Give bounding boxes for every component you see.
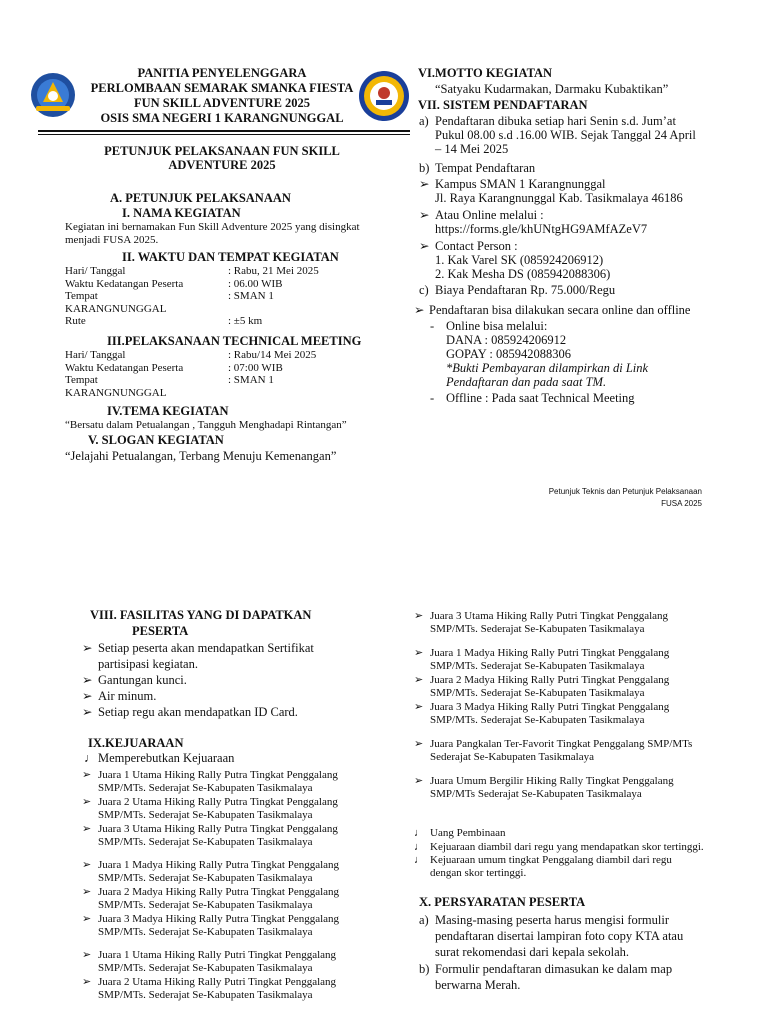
list-item-line: Juara 2 Utama Hiking Rally Putra Tingkat Penggalang	[98, 796, 338, 808]
list-item	[82, 886, 382, 911]
arrow-bullet-icon: ➢	[82, 886, 92, 898]
list-item-line: Kejuaraan diambil dari regu yang mendapatkan skor tertinggi.	[430, 840, 704, 853]
list-item-line: SMP/MTs. Sederajat Se-Kabupaten Tasikmalaya	[98, 988, 313, 1001]
arrow-bullet-icon: ➢	[419, 177, 430, 191]
list-item	[419, 208, 719, 236]
info-value: : SMAN 1	[228, 374, 274, 386]
document-title-line-1: PETUNJUK PELAKSANAAN FUN SKILL	[104, 144, 340, 158]
info-row	[65, 374, 410, 387]
list-item	[414, 647, 734, 672]
payment-block	[414, 303, 734, 405]
section-8-heading-line: PESERTA	[132, 624, 189, 638]
list-item-line: Juara 1 Utama Hiking Rally Putra Tingkat Penggalang	[98, 769, 338, 781]
list-item	[419, 177, 719, 205]
arrow-bullet-icon: ➢	[82, 705, 93, 719]
info-row	[65, 349, 410, 362]
list-item	[414, 827, 734, 840]
list-item-line: Juara 2 Madya Hiking Rally Putri Tingkat Penggalang	[430, 674, 670, 686]
arrow-bullet-icon: ➢	[82, 976, 92, 988]
list-item-line: Masing-masing peserta harus mengisi formulir	[435, 913, 669, 927]
info-label: Rute	[65, 315, 86, 327]
registration-a-line: Pendaftaran dibuka setiap hari Senin s.d. Jum’at	[435, 114, 676, 128]
list-item-line: surat rekomendasi dari kepala sekolah.	[435, 945, 630, 959]
info-label: Tempat	[65, 374, 98, 386]
list-item	[419, 961, 739, 993]
section-7-heading: VII. SISTEM PENDAFTARAN	[418, 98, 588, 112]
list-item-line: partisipasi kegiatan.	[98, 657, 198, 671]
arrow-bullet-icon: ➢	[414, 610, 424, 622]
list-item	[82, 769, 382, 794]
list-item-line: SMP/MTs. Sederajat Se-Kabupaten Tasikmalaya	[98, 898, 313, 911]
arrow-bullet-icon: ➢	[82, 796, 92, 808]
list-item-line: SMP/MTs. Sederajat Se-Kabupaten Tasikmalaya	[98, 835, 313, 848]
list-item-line: Atau Online melalui :	[435, 208, 544, 222]
info-row	[65, 362, 410, 375]
info-row	[65, 315, 410, 328]
document-title-line-2: ADVENTURE 2025	[168, 158, 276, 172]
dash-bullet: -	[430, 391, 435, 405]
online-offline-text: Pendaftaran bisa dilakukan secara online dan offline	[429, 303, 691, 317]
arrow-bullet-icon: ➢	[82, 769, 92, 781]
info-row	[65, 278, 410, 291]
list-item-line: Kejuaraan umum tingkat Penggalang diambil dari regu	[430, 854, 672, 866]
list-item	[82, 640, 382, 672]
info-label: Waktu Kedatangan Peserta	[65, 277, 184, 290]
list-item-line: SMP/MTs. Sederajat Se-Kabupaten Tasikmalaya	[430, 713, 645, 726]
section-9-heading: IX.KEJUARAAN	[88, 736, 184, 750]
registration-a-line: – 14 Mei 2025	[435, 142, 509, 156]
list-item-line: SMP/MTs. Sederajat Se-Kabupaten Tasikmalaya	[98, 961, 313, 974]
list-item-line: Juara 3 Madya Hiking Rally Putra Tingkat Penggalang	[98, 913, 340, 925]
section-4-text: “Bersatu dalam Petualangan , Tangguh Menghadapi Rintangan”	[65, 419, 347, 431]
arrow-bullet-icon: ➢	[419, 239, 430, 253]
info-row	[65, 290, 410, 303]
list-item	[414, 854, 734, 879]
contact-person: 1. Kak Varel SK (085924206912)	[435, 253, 604, 267]
list-item-line: Setiap peserta akan mendapatkan Sertifikat	[98, 641, 314, 655]
list-item-line: Juara 1 Madya Hiking Rally Putri Tingkat Penggalang	[430, 647, 670, 659]
note-bullet-icon: ♩	[414, 840, 425, 853]
arrow-bullet-icon: ➢	[82, 859, 92, 871]
list-item	[82, 913, 382, 938]
info-label: KARANGNUNGGAL	[65, 302, 167, 315]
payment-note-line: *Bukti Pembayaran dilampirkan di Link	[446, 361, 649, 375]
document-page-2	[0, 590, 768, 1024]
info-value: : 07:00 WIB	[228, 361, 283, 374]
info-value: : Rabu, 21 Mei 2025	[228, 265, 319, 277]
arrow-bullet-icon: ➢	[414, 303, 425, 317]
page-footer	[549, 486, 702, 510]
list-marker: b)	[419, 161, 430, 175]
page-gap	[0, 540, 768, 590]
section-5-heading: V. SLOGAN KEGIATAN	[88, 433, 224, 447]
document-title	[72, 144, 372, 172]
list-item-line: Contact Person :	[435, 239, 518, 253]
list-item	[82, 672, 382, 688]
section-8-heading-line: VIII. FASILITAS YANG DI DAPATKAN	[90, 608, 312, 622]
facility-list	[82, 640, 382, 720]
info-label: KARANGNUNGGAL	[65, 386, 167, 399]
list-item	[414, 610, 734, 635]
list-item	[82, 688, 382, 704]
list-item-line: pendaftaran disertai lampiran foto copy KTA atau	[435, 929, 684, 943]
championship-intro	[84, 751, 234, 765]
championship-list-right	[414, 608, 734, 800]
contact-person: 2. Kak Mesha DS (085942088306)	[435, 267, 611, 281]
info-value: : 06.00 WIB	[228, 277, 283, 290]
section-1-text-line: Kegiatan ini bernamakan Fun Skill Adventure 2025 yang disingkat	[65, 221, 360, 233]
list-item	[82, 859, 382, 884]
list-item-line: Juara 1 Madya Hiking Rally Putra Tingkat Penggalang	[98, 859, 340, 871]
list-item-line: SMP/MTs. Sederajat Se-Kabupaten Tasikmalaya	[98, 781, 313, 794]
list-item	[82, 796, 382, 821]
list-item-line: Juara 3 Madya Hiking Rally Putri Tingkat Penggalang	[430, 701, 670, 713]
footer-line: Petunjuk Teknis dan Petunjuk Pelaksanaan	[548, 487, 702, 496]
section-5-text: “Jelajahi Petualangan, Terbang Menuju Kemenangan”	[65, 449, 337, 463]
arrow-bullet-icon: ➢	[414, 674, 424, 686]
list-marker: b)	[419, 962, 430, 976]
arrow-bullet-icon: ➢	[82, 641, 93, 655]
letterhead-line-4: OSIS SMA NEGERI 1 KARANGNUNGGAL	[100, 111, 344, 125]
header-rule	[38, 130, 410, 132]
list-item	[414, 738, 734, 763]
registration-form-link[interactable]: https://forms.gle/khUNtgHG9AMfAZeV7	[435, 222, 648, 236]
info-label: Waktu Kedatangan Peserta	[65, 361, 184, 374]
list-item-line: Kampus SMAN 1 Karangnunggal	[435, 177, 606, 191]
info-value: : SMAN 1	[228, 290, 274, 302]
list-item-line: Juara Umum Bergilir Hiking Rally Tingkat Penggalang	[430, 775, 674, 787]
section-1-text-line: menjadi FUSA 2025.	[65, 233, 159, 246]
list-item-line: Setiap regu akan mendapatkan ID Card.	[98, 705, 298, 719]
section-6-heading: VI.MOTTO KEGIATAN	[418, 66, 553, 80]
arrow-bullet-icon: ➢	[414, 701, 424, 713]
section-10-heading: X. PERSYARATAN PESERTA	[419, 895, 586, 909]
list-item	[414, 303, 734, 317]
arrow-bullet-icon: ➢	[82, 689, 93, 703]
list-item-line: Uang Pembinaan	[430, 827, 506, 839]
list-item-line: Juara 3 Utama Hiking Rally Putra Tingkat Penggalang	[98, 823, 338, 835]
list-item-line: SMP/MTs. Sederajat Se-Kabupaten Tasikmalaya	[98, 925, 313, 938]
list-item	[419, 239, 719, 253]
list-item	[414, 775, 734, 800]
header-rule-thin	[38, 134, 410, 135]
list-item-line: SMP/MTs. Sederajat Se-Kabupaten Tasikmalaya	[430, 622, 645, 635]
list-item-line: Formulir pendaftaran dimasukan ke dalam map	[435, 962, 673, 976]
section-3-table	[65, 349, 410, 399]
list-item-line: SMP/MTs. Sederajat Se-Kabupaten Tasikmalaya	[430, 659, 645, 672]
championship-list-left	[82, 767, 382, 1001]
section-4-heading: IV.TEMA KEGIATAN	[107, 404, 229, 418]
list-item-line: Juara 1 Utama Hiking Rally Putri Tingkat Penggalang	[98, 949, 337, 961]
info-label: Hari/ Tanggal	[65, 265, 126, 277]
list-marker: c)	[419, 283, 429, 297]
contact-list	[419, 253, 719, 281]
info-row	[65, 387, 410, 400]
list-item	[419, 912, 739, 960]
list-item-line: Jl. Raya Karangnunggal Kab. Tasikmalaya 46186	[435, 191, 683, 205]
registration-a	[419, 114, 719, 156]
list-item	[414, 674, 734, 699]
list-item-line: Juara 2 Madya Hiking Rally Putra Tingkat Penggalang	[98, 886, 340, 898]
dash-bullet: -	[430, 319, 435, 333]
list-item	[414, 701, 734, 726]
arrow-bullet-icon: ➢	[82, 949, 92, 961]
arrow-bullet-icon: ➢	[419, 208, 430, 222]
list-marker: a)	[419, 114, 429, 128]
section-1-text	[65, 221, 410, 246]
gopay-number: GOPAY : 085942088306	[446, 347, 572, 361]
registration-a-line: Pukul 08.00 s.d .16.00 WIB. Sejak Tanggal 24 April	[435, 128, 696, 142]
list-item	[82, 823, 382, 848]
section-2-heading: II. WAKTU DAN TEMPAT KEGIATAN	[122, 250, 339, 264]
info-value: : ±5 km	[228, 315, 263, 327]
section-6-text: “Satyaku Kudarmakan, Darmaku Kubaktikan”	[435, 82, 669, 96]
offline-text: Offline : Pada saat Technical Meeting	[446, 391, 635, 405]
section-8-heading	[90, 608, 380, 638]
arrow-bullet-icon: ➢	[82, 913, 92, 925]
list-item-line: Gantungan kunci.	[98, 673, 187, 687]
list-item	[82, 704, 382, 720]
section-a-heading: A. PETUNJUK PELAKSANAAN	[110, 191, 291, 205]
list-item-line: SMP/MTs. Sederajat Se-Kabupaten Tasikmalaya	[430, 686, 645, 699]
requirements-list	[419, 911, 739, 993]
list-item	[414, 841, 734, 854]
list-item-line: Sederajat Se-Kabupaten Tasikmalaya	[430, 750, 594, 763]
osis-emblem-icon	[30, 72, 76, 118]
section-1-heading: I. NAMA KEGIATAN	[122, 206, 241, 220]
registration-c	[419, 283, 719, 297]
info-row	[65, 265, 410, 278]
registration-b-label: Tempat Pendaftaran	[435, 161, 536, 175]
list-item-line: dengan skor tertinggi.	[430, 866, 527, 879]
online-item	[414, 319, 734, 389]
offline-item	[414, 391, 734, 405]
footer-line: FUSA 2025	[661, 499, 702, 508]
championship-notes	[414, 826, 734, 879]
school-seal-icon	[358, 70, 410, 122]
list-item-line: Juara 3 Utama Hiking Rally Putri Tingkat Penggalang	[430, 610, 669, 622]
info-value: : Rabu/14 Mei 2025	[228, 349, 317, 361]
letterhead-line-3: FUN SKILL ADVENTURE 2025	[133, 96, 311, 110]
dana-number: DANA : 085924206912	[446, 333, 567, 347]
letterhead-line-1: PANITIA PENYELENGGARA	[137, 66, 307, 80]
list-item-line: SMP/MTs Sederajat Se-Kabupaten Tasikmalaya	[430, 787, 642, 800]
list-marker: a)	[419, 913, 429, 927]
registration-b	[419, 161, 719, 297]
registration-b-block	[419, 161, 719, 175]
registration-fee: Biaya Pendaftaran Rp. 75.000/Regu	[435, 283, 616, 297]
arrow-bullet-icon: ➢	[82, 673, 93, 687]
list-item-line: SMP/MTs. Sederajat Se-Kabupaten Tasikmalaya	[98, 808, 313, 821]
list-item	[82, 949, 382, 974]
note-bullet-icon: ♩	[84, 751, 97, 765]
list-item-line: Juara 2 Utama Hiking Rally Putri Tingkat Penggalang	[98, 976, 337, 988]
arrow-bullet-icon: ➢	[414, 738, 424, 750]
letterhead	[72, 66, 372, 126]
list-item	[82, 976, 382, 1001]
info-label: Hari/ Tanggal	[65, 349, 126, 361]
list-item-line: Juara Pangkalan Ter-Favorit Tingkat Penggalang SMP/MTs	[430, 738, 693, 750]
info-label: Tempat	[65, 290, 98, 302]
section-3-heading: III.PELAKSANAAN TECHNICAL MEETING	[107, 334, 362, 348]
note-bullet-icon: ♩	[414, 827, 425, 839]
championship-intro-text: Memperebutkan Kejuaraan	[98, 751, 235, 765]
list-item-line: berwarna Merah.	[435, 978, 521, 992]
registration-a-block	[419, 114, 719, 156]
list-item-line: SMP/MTs. Sederajat Se-Kabupaten Tasikmalaya	[98, 871, 313, 884]
info-row	[65, 303, 410, 316]
arrow-bullet-icon: ➢	[82, 823, 92, 835]
arrow-bullet-icon: ➢	[414, 775, 424, 787]
section-2-table	[65, 265, 410, 328]
online-label: Online bisa melalui:	[446, 319, 548, 333]
list-item-line: Air minum.	[98, 689, 157, 703]
letterhead-line-2: PERLOMBAAN SEMARAK SMANKA FIESTA	[90, 81, 354, 95]
note-bullet-icon: ♩	[414, 854, 425, 866]
arrow-bullet-icon: ➢	[414, 647, 424, 659]
payment-note-line: Pendaftaran dan pada saat TM.	[446, 375, 607, 389]
